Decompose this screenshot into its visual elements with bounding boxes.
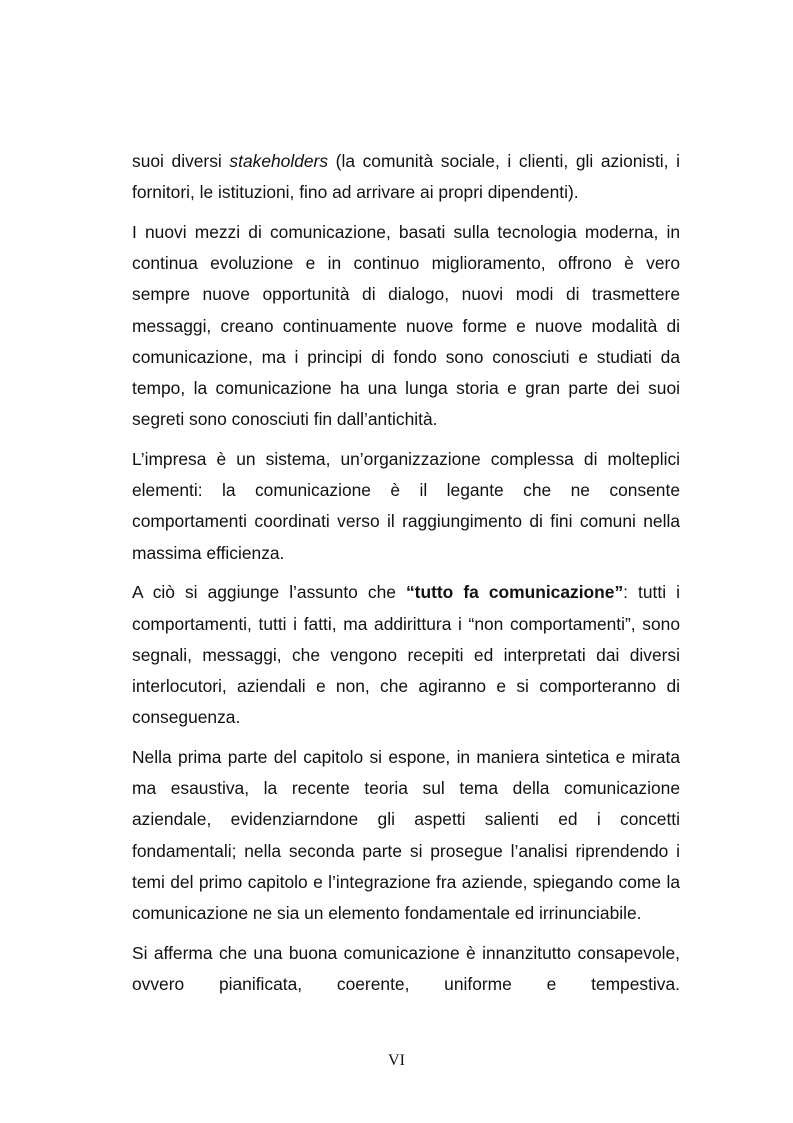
paragraph-2 (132, 217, 680, 435)
text-segment-italic: stakeholders (229, 151, 329, 171)
text-segment: Nella prima parte del capitolo si espone, in maniera sintetica e mirata ma esaustiva, la recente teoria sul tema della comunicazione aziendale, evidenziarndone gli aspetti salienti ed i concetti fondamentali; nella seconda parte si prosegue l’analisi riprendendo i temi del primo capitolo e l’integrazione fra aziende, spiegando come la comunicazione ne sia un elemento fondamentale ed irrinunciabile. (132, 747, 680, 924)
text-segment: A ciò si aggiunge l’assunto che (132, 582, 406, 603)
paragraph-6 (132, 938, 680, 1000)
paragraph-3 (132, 444, 680, 569)
text-segment: : tutti i comportamenti, tutti i fatti, ma addirittura i “non comportamenti”, sono segnali, messaggi, che vengono recepiti ed interpretati dai diversi interlocutori, aziendali e non, che agiranno e si comporteranno di conseguenza. (132, 582, 680, 728)
text-segment: Si afferma che una buona comunicazione è innanzitutto consapevole, ovvero pianificata, coerente, uniforme e tempestiva. (132, 942, 680, 995)
text-segment: (la comunità sociale, i clienti, gli azionisti, i fornitori, le istituzioni, fino ad arrivare ai propri dipendenti). (132, 151, 680, 203)
paragraph-4 (132, 577, 680, 733)
paragraph-1 (132, 146, 680, 208)
text-segment-bold: “tutto fa comunicazione” (405, 582, 624, 603)
text-segment: I nuovi mezzi di comunicazione, basati sulla tecnologia moderna, in continua evoluzione e in continuo miglioramento, offrono è vero sempre nuove opportunità di dialogo, nuovi modi di trasmettere messaggi, creano continuamente nuove forme e nuove modalità di comunicazione, ma i principi di fondo sono conosciuti e studiati da tempo, la comunicazione ha una lunga storia e gran parte dei suoi segreti sono conosciuti fin dall’antichità. (132, 222, 680, 430)
text-segment: L’impresa è un sistema, un’organizzazione complessa di molteplici elementi: la comunicazione è il legante che ne consente comportamenti coordinati verso il raggiungimento di fini comuni nella massima efficienza. (132, 449, 680, 563)
text-segment: suoi diversi (132, 151, 230, 171)
page-number: VI (388, 1052, 405, 1069)
paragraph-5 (132, 742, 680, 929)
page-body (132, 146, 680, 1000)
